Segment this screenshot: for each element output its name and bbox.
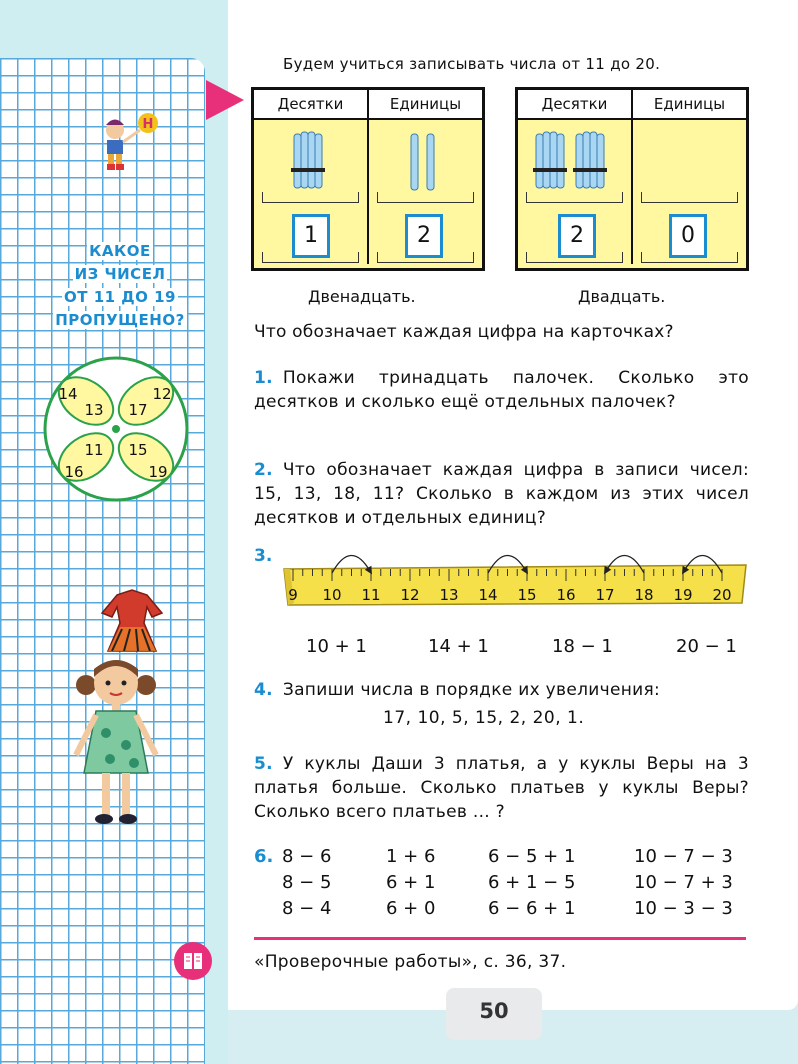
- ruler-label: 9: [288, 586, 298, 604]
- place-value-table: [251, 87, 485, 271]
- expression: 1 + 6: [386, 846, 436, 867]
- expression: 8 − 5: [282, 872, 332, 893]
- task-number: 2.: [254, 460, 273, 480]
- expression: 10 − 7 + 3: [634, 872, 733, 893]
- expression: 6 + 0: [386, 898, 436, 919]
- tens-card: 2: [558, 214, 596, 258]
- ruler-label: 14: [478, 586, 498, 604]
- expression: 6 + 1: [386, 872, 436, 893]
- ruler-label: 19: [673, 586, 693, 604]
- units-header: Единицы: [389, 95, 462, 113]
- table-caption: Двенадцать.: [308, 287, 416, 306]
- intro-text: Будем учиться записывать числа от 11 до 20.: [283, 55, 661, 73]
- expression: 8 − 4: [282, 898, 332, 919]
- task-text: Что обозначает каждая цифра в записи чисел: 15, 13, 18, 11? Сколько в каждом из этих чисел десятков и отдельных единиц?: [254, 460, 749, 528]
- place-value-table: [515, 87, 749, 271]
- flower-number: 14: [58, 385, 78, 403]
- badge-letter: Н: [142, 117, 154, 132]
- expression: 6 + 1 − 5: [488, 872, 576, 893]
- ruler-label: 11: [361, 586, 381, 604]
- dress-icon: [92, 585, 172, 660]
- expression: 10 − 7 − 3: [634, 846, 733, 867]
- table-caption: Двадцать.: [578, 287, 666, 306]
- expression-column: [488, 844, 575, 922]
- sidebar-title: [40, 240, 200, 332]
- tens-header: Десятки: [254, 90, 369, 118]
- expression-column: [282, 844, 331, 922]
- expression: 6 − 6 + 1: [488, 898, 576, 919]
- number-flower: [42, 355, 190, 503]
- tens-card: 1: [292, 214, 330, 258]
- page-number: 50: [446, 988, 542, 1040]
- ruler-label: 17: [595, 586, 615, 604]
- pointer-arrow-icon: [206, 80, 244, 120]
- expression-column: [386, 844, 435, 922]
- task-1: [254, 366, 749, 414]
- stick-bundle-icon: [290, 130, 330, 192]
- expression: 20 − 1: [676, 636, 737, 657]
- expression-column: [634, 844, 733, 922]
- sidebar-title-line: КАКОЕ: [89, 242, 151, 260]
- number-ruler: [280, 545, 750, 615]
- sidebar-title-line: ПРОПУЩЕНО?: [55, 311, 185, 329]
- task-text: У куклы Даши 3 платья, а у куклы Веры на 3 платья больше. Сколько платьев у куклы Веры? Сколько всего платьев ... ?: [254, 754, 749, 822]
- ruler-label: 15: [517, 586, 537, 604]
- task-6: [254, 844, 283, 870]
- units-header: Единицы: [653, 95, 726, 113]
- flower-number: 15: [128, 441, 148, 459]
- flower-number: 12: [152, 385, 172, 403]
- single-sticks-icon: [407, 132, 441, 192]
- expression: 8 − 6: [282, 846, 332, 867]
- ruler-label: 20: [712, 586, 732, 604]
- ruler-label: 12: [400, 586, 420, 604]
- expression: 10 − 3 − 3: [634, 898, 733, 919]
- expression: 6 − 5 + 1: [488, 846, 576, 867]
- ruler-label: 16: [556, 586, 576, 604]
- boy-icon: [88, 108, 168, 180]
- number-list: 17, 10, 5, 15, 2, 20, 1.: [383, 708, 585, 728]
- task-number: 1.: [254, 368, 273, 388]
- grid-paper: [0, 58, 205, 1064]
- question-text: Что обозначает каждая цифра на карточках?: [254, 322, 674, 342]
- flower-number: 17: [128, 401, 148, 419]
- task-number: 3.: [254, 546, 273, 566]
- sidebar: [0, 0, 228, 1064]
- task-text: Запиши числа в порядке их увеличения:: [282, 680, 661, 700]
- expression: 14 + 1: [428, 636, 489, 657]
- book-icon: [174, 942, 212, 980]
- doll-girl-icon: [62, 655, 172, 835]
- task-2: [254, 458, 749, 530]
- flower-number: 19: [148, 463, 168, 481]
- ruler-label: 10: [322, 586, 342, 604]
- units-card: 0: [669, 214, 707, 258]
- expression: 10 + 1: [306, 636, 367, 657]
- sidebar-title-line: ИЗ ЧИСЕЛ: [74, 265, 166, 283]
- footer-reference: «Проверочные работы», с. 36, 37.: [254, 952, 567, 972]
- ruler-label: 18: [634, 586, 654, 604]
- task-text: Покажи тринадцать палочек. Сколько это десятков и сколько ещё отдельных палочек?: [254, 368, 749, 412]
- flower-number: 13: [84, 401, 104, 419]
- task-number: 4.: [254, 680, 273, 700]
- tens-header: Десятки: [518, 90, 633, 118]
- units-card: 2: [405, 214, 443, 258]
- task-5: [254, 752, 749, 824]
- footer-divider: [254, 937, 746, 940]
- task-number: 6.: [254, 846, 274, 867]
- task-3: [254, 546, 282, 566]
- flower-number: 16: [64, 463, 84, 481]
- stick-bundles-icon: [532, 130, 618, 192]
- expression: 18 − 1: [552, 636, 613, 657]
- ruler-label: 13: [439, 586, 459, 604]
- task-4: [254, 678, 749, 702]
- sidebar-title-line: ОТ 11 ДО 19: [63, 288, 176, 306]
- flower-number: 11: [84, 441, 104, 459]
- task-number: 5.: [254, 754, 273, 774]
